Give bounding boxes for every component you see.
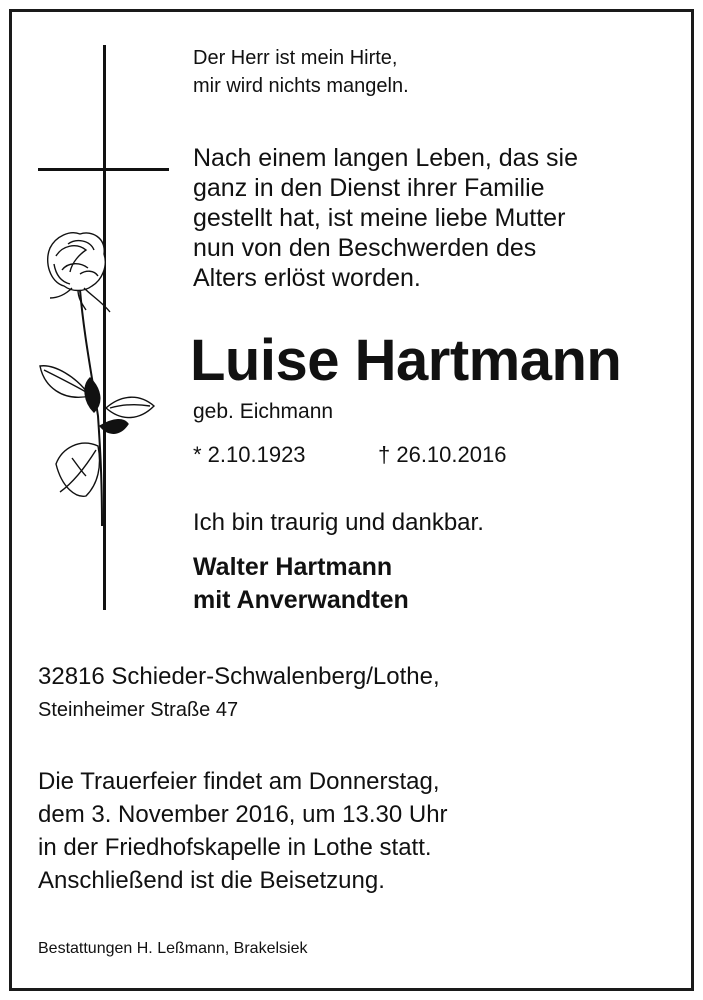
service-line: dem 3. November 2016, um 13.30 Uhr	[38, 801, 448, 828]
intro-text	[193, 143, 578, 293]
intro-line: gestellt hat, ist meine liebe Mutter	[193, 204, 566, 232]
grief-line: Ich bin traurig und dankbar.	[193, 509, 484, 536]
intro-line: nun von den Beschwerden des	[193, 234, 537, 262]
psalm-verse	[193, 44, 409, 100]
psalm-line: Der Herr ist mein Hirte,	[193, 47, 398, 69]
service-line: in der Friedhofskapelle in Lothe statt.	[38, 834, 432, 861]
address-street: Steinheimer Straße 47	[38, 699, 239, 721]
psalm-line: mir wird nichts mangeln.	[193, 75, 409, 97]
mourner-line: Walter Hartmann	[193, 553, 393, 581]
intro-line: ganz in den Dienst ihrer Familie	[193, 174, 545, 202]
cross-icon-bar	[38, 168, 169, 171]
intro-line: Alters erlöst worden.	[193, 264, 421, 292]
mourner-line: mit Anverwandten	[193, 586, 409, 614]
service-line: Die Trauerfeier findet am Donnerstag,	[38, 768, 440, 795]
service-info	[38, 765, 448, 897]
undertaker: Bestattungen H. Leßmann, Brakelsiek	[38, 940, 308, 957]
address-city: 32816 Schieder-Schwalenberg/Lothe,	[38, 663, 440, 690]
mourners	[193, 551, 409, 617]
death-date: † 26.10.2016	[378, 442, 507, 467]
intro-line: Nach einem langen Leben, das sie	[193, 144, 578, 172]
service-line: Anschließend ist die Beisetzung.	[38, 867, 385, 894]
birth-date: * 2.10.1923	[193, 442, 306, 467]
rose-icon	[36, 226, 160, 528]
maiden-name: geb. Eichmann	[193, 400, 334, 423]
deceased-name: Luise Hartmann	[190, 328, 622, 393]
